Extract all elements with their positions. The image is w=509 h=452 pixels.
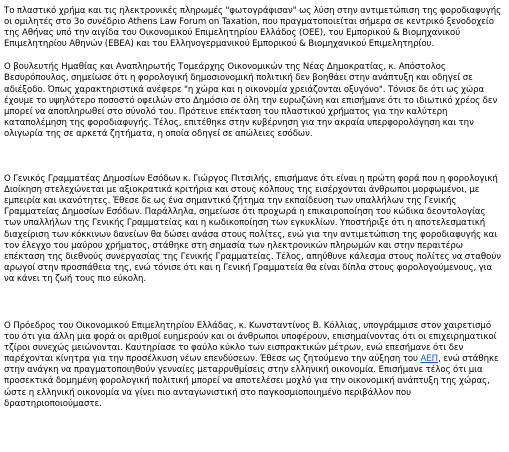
cropped-headline-fragment: [130, 0, 380, 1]
aep-link[interactable]: ΑΕΠ: [420, 354, 439, 365]
article-body: [4, 6, 504, 410]
paragraph-vesyropoulos: Ο βουλευτής Ημαθίας και Αναπληρωτής Τομεάρχης Οικονομικών της Νέας Δημοκρατίας, κ. Απόστολος Βεσυρόπουλος, σημείωσε ότι η φορολογική δημοσιονομική πολιτική δεν βοηθάει στην ανάπτυξη και οδηγεί σε αδιέξοδο. Όπως χαρακτηριστικά ανέφερε "η χώρα και η οικονομία χρειάζονται οξυγόνο". Τόνισε δε ότι ως χώρα έχουμε το υψηλότερο ποσοστό οφειλών στο Δημόσιο σε όλη την ευρωζώνη και επισήμανε ότι το ιδιωτικό χρέος δεν μπορεί να αποπληρωθεί στο σύνολό του. Πρότεινε επέκταση του πλαστικού χρήματος για την καλύτερη καταπολέμηση της φοροδιαφυγής. Τέλος, επιτέθηκε στην κυβέρνηση για την ακραία υπερφορολόγηση και την ολιγωρία της σε αρκετά ζητήματα, η οποία οδηγεί σε απώλειες εσόδων.: [4, 62, 498, 139]
paragraph-pitsilis: Ο Γενικός Γραμματέας Δημοσίων Εσόδων κ. Γιώργος Πιτσιλής, επισήμανε ότι είναι η πρώτη φορά που η φορολογική Διοίκηση στελεχώνεται με αξιοκρατικά κριτήρια και στους κόλπους της εισέρχονται άνθρωποι μορφωμένοι, με εμπειρία και ικανότητες. Έθεσε δε ως ένα σημαντικό ζήτημα την εκπαίδευση των υπαλλήλων της Γενικής Γραμματείας Δημοσίων Εσόδων. Παράλληλα, σημείωσε ότι προχωρά η επικαιροποίηση του κώδικα δεοντολογίας των υπαλλήλων της Γενικής Γραμματείας και η κωδικοποίηση των εγκυκλίων. Υποστήριξε ότι η αποτελεσματική διαχείριση των κόκκινων δανείων θα δώσει ανάσα στους πολίτες, ενώ για την αντιμετώπιση της φοροδιαφυγής και τον έλεγχο του μαύρου χρήματος, στάθηκε στη σημασία των ηλεκτρονικών πληρωμών και στην περαιτέρω επέκταση της διεθνούς συνεργασίας της Γενικής Γραμματείας. Τέλος, απηύθυνε κάλεσμα στους πολίτες να σταθούν αρωγοί στην προσπάθεια της, ενώ τόνισε ότι και η Γενική Γραμματεία θα είναι δίπλα στους φορολογούμενους, για να κάνει τη ζωή τους πιο εύκολη.: [4, 174, 502, 284]
paragraph-kollias-text-before: Ο Πρόεδρος του Οικονομικού Επιμελητηρίου Ελλάδας, κ. Κωνσταντίνος Β. Κόλλιας, υπογράμμισε στον χαιρετισμό του ότι για άλλη μια φορά οι αριθμοί ευημερούν και οι άνθρωποι υποφέρουν, επισημαίνοντας ότι οι επιχειρηματικοί τζίροι συνεχώς μειώνονται. Καυτηρίασε το φαύλο κύκλο των εισπρακτικών μέτρων, ενώ επεσήμανε ότι δεν παρέχονται κίνητρα για την προσέλκυση νέων επενδύσεων. Έθεσε ως ζητούμενο την αύξηση του: [4, 320, 497, 365]
paragraph-kollias: [4, 321, 504, 410]
paragraph-kollias-text-after: , ενώ στάθηκε στην ανάγκη να πραγματοποιηθούν γενναίες μεταρρυθμίσεις στην ελληνική οικονομία. Επισήμανε τέλος ότι μια προσεκτικά δομημένη φορολογική πολιτική μπορεί να αποτελέσει μοχλό για την οικονομική ανάπτυξη της χώρας, ώστε η ελληνική οικονομία να γίνει πιο ανταγωνιστική στο παγκοσμιοποιημένο περιβάλλον που δραστηριοποιούμαστε.: [4, 354, 499, 409]
paragraph-intro: Το πλαστικό χρήμα και τις ηλεκτρονικές πληρωμές "φωτογράφισαν" ως λύση στην αντιμετώπιση της φοροδιαφυγής οι ομιλητές στο 3ο συνέδριο Athens Law Forum on Taxation, που πραγματοποιείται σήμερα σε κεντρικό ξενοδοχείο της Αθήνας υπό την αιγίδα του Οικονομικού Επιμελητηρίου Ελλάδος (ΟΕΕ), του Εμπορικού & Βιομηχανικού Επιμελητηρίου Αθηνών (ΕΒΕΑ) και του Ελληνογερμανικού Εμπορικού & Βιομηχανικού Επιμελητηρίου.: [4, 6, 502, 50]
